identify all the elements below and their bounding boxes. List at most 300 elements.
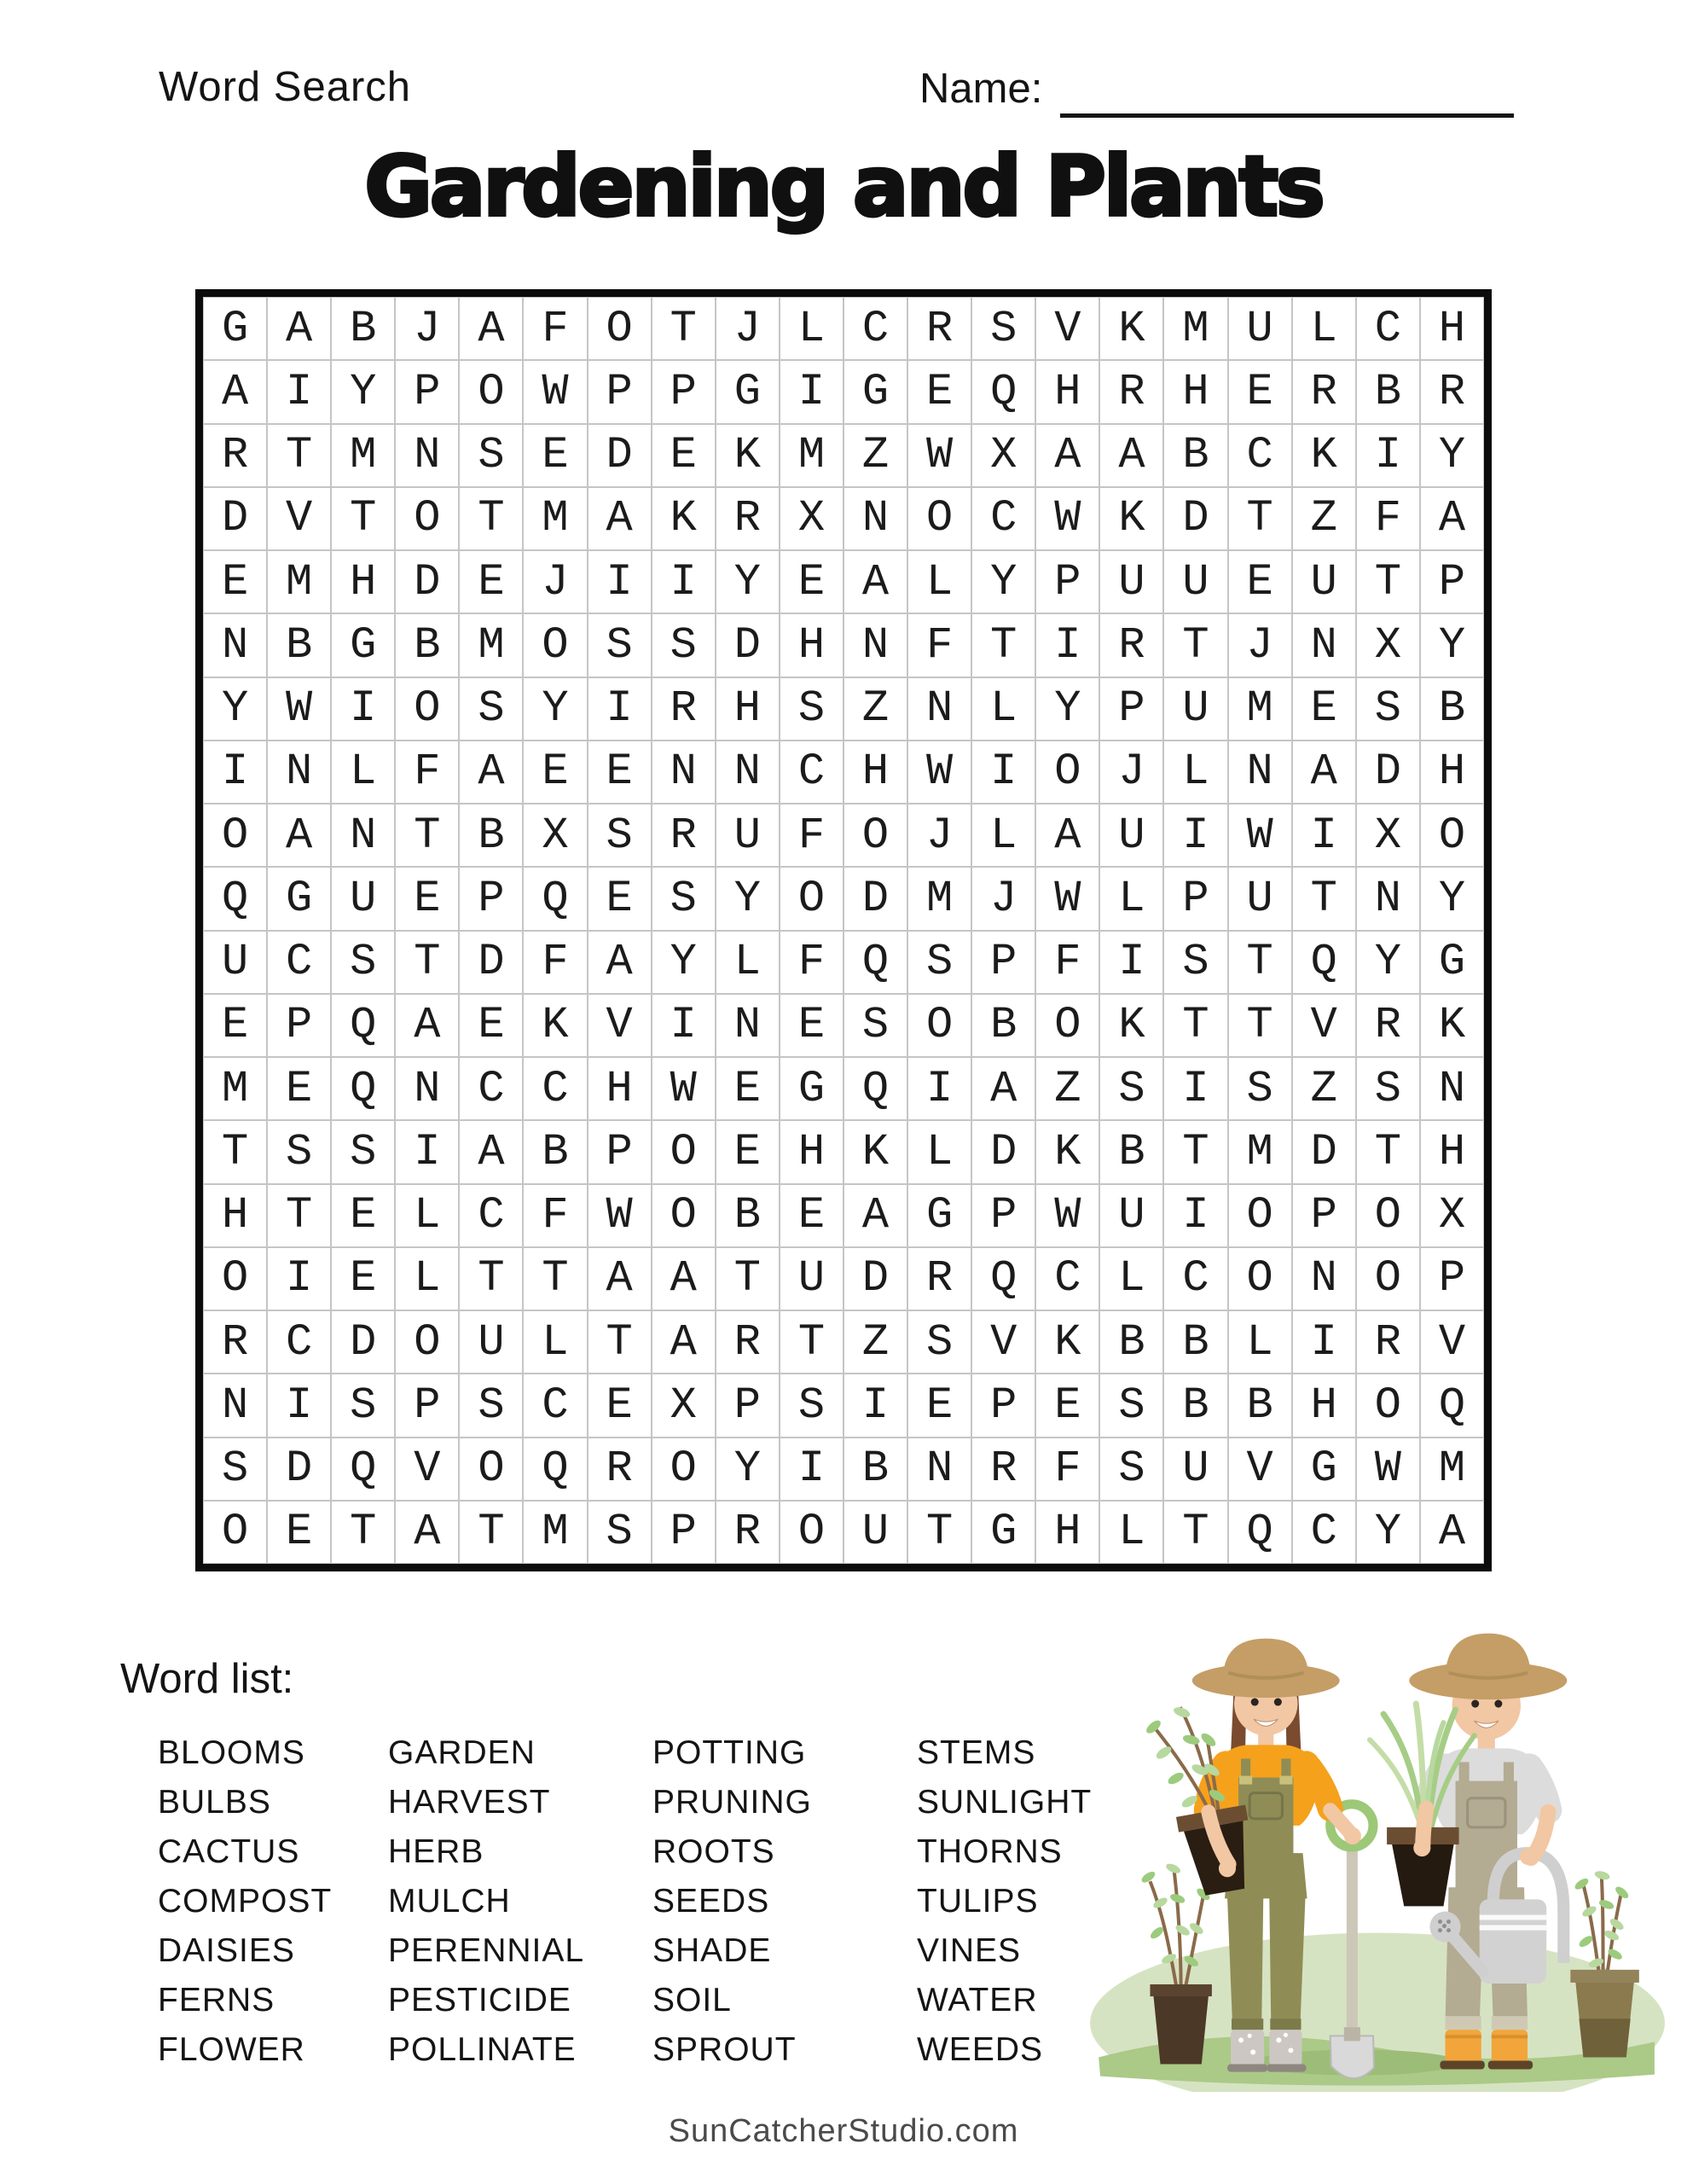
grid-cell-r15-c15: U <box>1099 1184 1163 1247</box>
grid-cell-r20-c11: U <box>844 1501 907 1564</box>
grid-cell-r3-c11: Z <box>844 424 907 487</box>
grid-cell-r1-c7: O <box>588 297 652 360</box>
grid-cell-r15-c1: H <box>203 1184 267 1247</box>
grid-cell-r10-c16: P <box>1163 867 1227 930</box>
grid-cell-r12-c16: T <box>1163 994 1227 1057</box>
grid-cell-r4-c16: D <box>1163 487 1227 550</box>
word-list-item: PRUNING <box>652 1784 812 1821</box>
grid-cell-r19-c12: N <box>907 1438 971 1501</box>
grid-cell-r3-c14: A <box>1035 424 1099 487</box>
grid-cell-r17-c9: R <box>716 1310 780 1374</box>
grid-cell-r16-c10: U <box>780 1247 844 1310</box>
grid-cell-r9-c17: W <box>1228 804 1292 867</box>
grid-cell-r13-c2: E <box>267 1057 331 1120</box>
grid-cell-r3-c16: B <box>1163 424 1227 487</box>
name-line <box>1060 113 1514 118</box>
grid-cell-r9-c11: O <box>844 804 907 867</box>
grid-cell-r11-c11: Q <box>844 931 907 994</box>
grid-cell-r18-c4: P <box>395 1374 459 1437</box>
grid-cell-r20-c1: O <box>203 1501 267 1564</box>
grid-cell-r10-c4: E <box>395 867 459 930</box>
grid-cell-r16-c3: E <box>331 1247 395 1310</box>
grid-cell-r14-c8: O <box>652 1120 716 1183</box>
grid-cell-r20-c12: T <box>907 1501 971 1564</box>
grid-cell-r7-c3: I <box>331 677 395 741</box>
grid-cell-r3-c18: K <box>1292 424 1356 487</box>
grid-cell-r3-c5: S <box>459 424 523 487</box>
grid-cell-r11-c20: G <box>1420 931 1484 994</box>
grid-cell-r12-c18: V <box>1292 994 1356 1057</box>
grid-cell-r14-c7: P <box>588 1120 652 1183</box>
grid-cell-r16-c20: P <box>1420 1247 1484 1310</box>
grid-cell-r4-c4: O <box>395 487 459 550</box>
word-list-item: BULBS <box>158 1784 271 1821</box>
word-list-item: PERENNIAL <box>388 1932 585 1969</box>
grid-cell-r15-c12: G <box>907 1184 971 1247</box>
grid-cell-r7-c17: M <box>1228 677 1292 741</box>
grid-cell-r18-c9: P <box>716 1374 780 1437</box>
grid-cell-r18-c20: Q <box>1420 1374 1484 1437</box>
grid-cell-r2-c1: A <box>203 360 267 423</box>
grid-cell-r1-c13: S <box>971 297 1035 360</box>
grid-cell-r10-c6: Q <box>523 867 587 930</box>
grid-cell-r15-c11: A <box>844 1184 907 1247</box>
grid-cell-r5-c1: E <box>203 550 267 613</box>
grid-cell-r12-c9: N <box>716 994 780 1057</box>
grid-cell-r13-c5: C <box>459 1057 523 1120</box>
grid-cell-r15-c19: O <box>1356 1184 1420 1247</box>
word-list-item: DAISIES <box>158 1932 295 1969</box>
word-list-item: COMPOST <box>158 1883 333 1920</box>
grid-cell-r10-c14: W <box>1035 867 1099 930</box>
grid-cell-r11-c1: U <box>203 931 267 994</box>
grid-cell-r6-c14: I <box>1035 613 1099 677</box>
grid-cell-r19-c18: G <box>1292 1438 1356 1501</box>
grid-cell-r18-c8: X <box>652 1374 716 1437</box>
grid-cell-r2-c4: P <box>395 360 459 423</box>
grid-cell-r7-c2: W <box>267 677 331 741</box>
grid-cell-r18-c16: B <box>1163 1374 1227 1437</box>
grid-cell-r12-c1: E <box>203 994 267 1057</box>
grid-cell-r17-c16: B <box>1163 1310 1227 1374</box>
grid-cell-r9-c6: X <box>523 804 587 867</box>
word-list-item: CACTUS <box>158 1833 300 1870</box>
word-list-item: FERNS <box>158 1982 275 2018</box>
grid-cell-r2-c16: H <box>1163 360 1227 423</box>
grid-cell-r7-c13: L <box>971 677 1035 741</box>
grid-cell-r14-c3: S <box>331 1120 395 1183</box>
grid-cell-r6-c7: S <box>588 613 652 677</box>
grid-cell-r14-c17: M <box>1228 1120 1292 1183</box>
grid-cell-r15-c10: E <box>780 1184 844 1247</box>
grid-cell-r16-c6: T <box>523 1247 587 1310</box>
grid-cell-r18-c19: O <box>1356 1374 1420 1437</box>
grid-cell-r10-c7: E <box>588 867 652 930</box>
grid-cell-r12-c10: E <box>780 994 844 1057</box>
word-list-column-3 <box>652 1728 812 2075</box>
grid-cell-r9-c15: U <box>1099 804 1163 867</box>
grid-cell-r5-c14: P <box>1035 550 1099 613</box>
grid-cell-r4-c17: T <box>1228 487 1292 550</box>
grid-cell-r10-c2: G <box>267 867 331 930</box>
grid-cell-r8-c18: A <box>1292 741 1356 804</box>
grid-cell-r14-c14: K <box>1035 1120 1099 1183</box>
grid-cell-r4-c10: X <box>780 487 844 550</box>
grid-cell-r6-c3: G <box>331 613 395 677</box>
grid-cell-r12-c7: V <box>588 994 652 1057</box>
grid-cell-r7-c16: U <box>1163 677 1227 741</box>
grid-cell-r5-c5: E <box>459 550 523 613</box>
grid-cell-r3-c4: N <box>395 424 459 487</box>
grid-cell-r2-c18: R <box>1292 360 1356 423</box>
grid-cell-r17-c18: I <box>1292 1310 1356 1374</box>
grid-cell-r1-c8: T <box>652 297 716 360</box>
grid-cell-r18-c13: P <box>971 1374 1035 1437</box>
grid-cell-r10-c13: J <box>971 867 1035 930</box>
grid-cell-r5-c6: J <box>523 550 587 613</box>
grid-cell-r11-c10: F <box>780 931 844 994</box>
grid-cell-r9-c14: A <box>1035 804 1099 867</box>
grid-cell-r18-c6: C <box>523 1374 587 1437</box>
grid-cell-r13-c12: I <box>907 1057 971 1120</box>
grid-cell-r9-c18: I <box>1292 804 1356 867</box>
grid-cell-r15-c7: W <box>588 1184 652 1247</box>
grid-cell-r3-c3: M <box>331 424 395 487</box>
grid-cell-r13-c11: Q <box>844 1057 907 1120</box>
grid-cell-r5-c12: L <box>907 550 971 613</box>
grid-cell-r20-c19: Y <box>1356 1501 1420 1564</box>
grid-cell-r3-c9: K <box>716 424 780 487</box>
grid-cell-r2-c17: E <box>1228 360 1292 423</box>
grid-cell-r10-c8: S <box>652 867 716 930</box>
word-list-item: TULIPS <box>917 1883 1039 1920</box>
grid-cell-r6-c1: N <box>203 613 267 677</box>
word-list-item: SUNLIGHT <box>917 1784 1093 1821</box>
grid-cell-r3-c13: X <box>971 424 1035 487</box>
grid-cell-r9-c7: S <box>588 804 652 867</box>
grid-cell-r14-c18: D <box>1292 1120 1356 1183</box>
grid-cell-r7-c4: O <box>395 677 459 741</box>
grid-cell-r4-c13: C <box>971 487 1035 550</box>
grid-cell-r8-c9: N <box>716 741 780 804</box>
grid-cell-r2-c13: Q <box>971 360 1035 423</box>
grid-cell-r4-c6: M <box>523 487 587 550</box>
grid-cell-r1-c19: C <box>1356 297 1420 360</box>
grid-cell-r15-c17: O <box>1228 1184 1292 1247</box>
grid-cell-r19-c14: F <box>1035 1438 1099 1501</box>
grid-cell-r8-c17: N <box>1228 741 1292 804</box>
word-list-item: THORNS <box>917 1833 1063 1870</box>
grid-cell-r4-c8: K <box>652 487 716 550</box>
grid-cell-r9-c5: B <box>459 804 523 867</box>
grid-cell-r16-c14: C <box>1035 1247 1099 1310</box>
grid-cell-r11-c7: A <box>588 931 652 994</box>
grid-cell-r12-c11: S <box>844 994 907 1057</box>
word-list-item: WATER <box>917 1982 1038 2018</box>
grid-cell-r3-c2: T <box>267 424 331 487</box>
grid-cell-r18-c3: S <box>331 1374 395 1437</box>
grid-cell-r12-c12: O <box>907 994 971 1057</box>
grid-cell-r8-c2: N <box>267 741 331 804</box>
grid-cell-r13-c14: Z <box>1035 1057 1099 1120</box>
grid-cell-r12-c14: O <box>1035 994 1099 1057</box>
grid-cell-r20-c10: O <box>780 1501 844 1564</box>
grid-cell-r10-c19: N <box>1356 867 1420 930</box>
grid-cell-r12-c6: K <box>523 994 587 1057</box>
gardeners-illustration <box>1081 1594 1665 2092</box>
grid-cell-r17-c19: R <box>1356 1310 1420 1374</box>
grid-cell-r15-c13: P <box>971 1184 1035 1247</box>
grid-cell-r18-c1: N <box>203 1374 267 1437</box>
grid-cell-r17-c14: K <box>1035 1310 1099 1374</box>
grid-cell-r1-c14: V <box>1035 297 1099 360</box>
grid-cell-r19-c5: O <box>459 1438 523 1501</box>
grid-cell-r17-c2: C <box>267 1310 331 1374</box>
word-list-item: VINES <box>917 1932 1022 1969</box>
grid-cell-r12-c4: A <box>395 994 459 1057</box>
grid-cell-r9-c10: F <box>780 804 844 867</box>
word-list-item: SOIL <box>652 1982 732 2018</box>
grid-cell-r16-c16: C <box>1163 1247 1227 1310</box>
grid-cell-r7-c10: S <box>780 677 844 741</box>
grid-cell-r2-c8: P <box>652 360 716 423</box>
grid-cell-r19-c10: I <box>780 1438 844 1501</box>
grid-cell-r19-c16: U <box>1163 1438 1227 1501</box>
grid-cell-r19-c20: M <box>1420 1438 1484 1501</box>
grid-cell-r4-c19: F <box>1356 487 1420 550</box>
grid-cell-r1-c17: U <box>1228 297 1292 360</box>
grid-cell-r6-c4: B <box>395 613 459 677</box>
grid-cell-r20-c15: L <box>1099 1501 1163 1564</box>
grid-cell-r15-c18: P <box>1292 1184 1356 1247</box>
grid-cell-r18-c15: S <box>1099 1374 1163 1437</box>
grid-cell-r12-c13: B <box>971 994 1035 1057</box>
grid-cell-r10-c5: P <box>459 867 523 930</box>
grid-cell-r16-c12: R <box>907 1247 971 1310</box>
name-label: Name: <box>919 66 1043 112</box>
grid-cell-r19-c9: Y <box>716 1438 780 1501</box>
grid-cell-r4-c12: O <box>907 487 971 550</box>
grid-cell-r14-c10: H <box>780 1120 844 1183</box>
grid-cell-r10-c10: O <box>780 867 844 930</box>
word-list-item: SEEDS <box>652 1883 770 1920</box>
grid-cell-r4-c14: W <box>1035 487 1099 550</box>
word-list-heading: Word list: <box>120 1656 294 1702</box>
grid-cell-r13-c19: S <box>1356 1057 1420 1120</box>
word-list-column-4 <box>917 1728 1092 2075</box>
grid-cell-r14-c5: A <box>459 1120 523 1183</box>
grid-cell-r5-c16: U <box>1163 550 1227 613</box>
grid-cell-r13-c16: I <box>1163 1057 1227 1120</box>
grid-cell-r1-c15: K <box>1099 297 1163 360</box>
grid-cell-r8-c10: C <box>780 741 844 804</box>
grid-cell-r18-c12: E <box>907 1374 971 1437</box>
grid-cell-r10-c11: D <box>844 867 907 930</box>
grid-cell-r6-c19: X <box>1356 613 1420 677</box>
word-list-column-1 <box>158 1728 332 2075</box>
word-list-item: WEEDS <box>917 2031 1044 2068</box>
grid-cell-r11-c16: S <box>1163 931 1227 994</box>
grid-cell-r3-c17: C <box>1228 424 1292 487</box>
grid-cell-r2-c7: P <box>588 360 652 423</box>
grid-cell-r5-c8: I <box>652 550 716 613</box>
grid-cell-r3-c20: Y <box>1420 424 1484 487</box>
grid-cell-r5-c19: T <box>1356 550 1420 613</box>
grid-cell-r3-c12: W <box>907 424 971 487</box>
grid-cell-r20-c17: Q <box>1228 1501 1292 1564</box>
grid-cell-r16-c15: L <box>1099 1247 1163 1310</box>
grid-cell-r11-c8: Y <box>652 931 716 994</box>
grid-cell-r20-c8: P <box>652 1501 716 1564</box>
grid-cell-r2-c12: E <box>907 360 971 423</box>
grid-cell-r12-c17: T <box>1228 994 1292 1057</box>
word-list-column-2 <box>388 1728 584 2075</box>
grid-cell-r6-c20: Y <box>1420 613 1484 677</box>
grid-cell-r13-c9: E <box>716 1057 780 1120</box>
grid-cell-r19-c17: V <box>1228 1438 1292 1501</box>
grid-cell-r14-c9: E <box>716 1120 780 1183</box>
grid-cell-r2-c20: R <box>1420 360 1484 423</box>
page-label: Word Search <box>159 64 412 110</box>
grid-cell-r13-c8: W <box>652 1057 716 1120</box>
grid-cell-r1-c5: A <box>459 297 523 360</box>
grid-cell-r6-c11: N <box>844 613 907 677</box>
grid-cell-r15-c20: X <box>1420 1184 1484 1247</box>
grid-cell-r8-c14: O <box>1035 741 1099 804</box>
grid-cell-r11-c5: D <box>459 931 523 994</box>
grid-cell-r14-c11: K <box>844 1120 907 1183</box>
grid-cell-r6-c5: M <box>459 613 523 677</box>
grid-cell-r3-c10: M <box>780 424 844 487</box>
grid-cell-r6-c10: H <box>780 613 844 677</box>
grid-cell-r17-c6: L <box>523 1310 587 1374</box>
grid-cell-r8-c6: E <box>523 741 587 804</box>
grid-cell-r5-c20: P <box>1420 550 1484 613</box>
grid-cell-r20-c18: C <box>1292 1501 1356 1564</box>
grid-cell-r7-c1: Y <box>203 677 267 741</box>
grid-cell-r15-c4: L <box>395 1184 459 1247</box>
grid-cell-r11-c9: L <box>716 931 780 994</box>
grid-cell-r1-c16: M <box>1163 297 1227 360</box>
grid-cell-r6-c9: D <box>716 613 780 677</box>
grid-cell-r20-c9: R <box>716 1501 780 1564</box>
puzzle-title: Gardening and Plants <box>364 138 1323 235</box>
grid-cell-r9-c9: U <box>716 804 780 867</box>
grid-cell-r4-c11: N <box>844 487 907 550</box>
grid-cell-r15-c2: T <box>267 1184 331 1247</box>
grid-cell-r11-c14: F <box>1035 931 1099 994</box>
grid-cell-r7-c12: N <box>907 677 971 741</box>
grid-cell-r19-c6: Q <box>523 1438 587 1501</box>
grid-cell-r11-c6: F <box>523 931 587 994</box>
grid-cell-r7-c14: Y <box>1035 677 1099 741</box>
word-list-item: POTTING <box>652 1734 807 1771</box>
grid-cell-r2-c19: B <box>1356 360 1420 423</box>
grid-cell-r8-c20: H <box>1420 741 1484 804</box>
grid-cell-r11-c17: T <box>1228 931 1292 994</box>
grid-cell-r14-c2: S <box>267 1120 331 1183</box>
grid-cell-r4-c18: Z <box>1292 487 1356 550</box>
grid-cell-r7-c19: S <box>1356 677 1420 741</box>
grid-cell-r13-c20: N <box>1420 1057 1484 1120</box>
grid-cell-r4-c9: R <box>716 487 780 550</box>
grid-cell-r7-c6: Y <box>523 677 587 741</box>
grid-cell-r8-c13: I <box>971 741 1035 804</box>
grid-cell-r20-c4: A <box>395 1501 459 1564</box>
grid-cell-r8-c15: J <box>1099 741 1163 804</box>
grid-cell-r19-c4: V <box>395 1438 459 1501</box>
grid-cell-r14-c16: T <box>1163 1120 1227 1183</box>
grid-cell-r19-c8: O <box>652 1438 716 1501</box>
grid-cell-r1-c10: L <box>780 297 844 360</box>
grid-cell-r15-c3: E <box>331 1184 395 1247</box>
grid-cell-r13-c18: Z <box>1292 1057 1356 1120</box>
word-list-item: GARDEN <box>388 1734 536 1771</box>
grid-cell-r6-c2: B <box>267 613 331 677</box>
grid-cell-r11-c19: Y <box>1356 931 1420 994</box>
grid-cell-r16-c5: T <box>459 1247 523 1310</box>
grid-cell-r19-c1: S <box>203 1438 267 1501</box>
grid-cell-r18-c11: I <box>844 1374 907 1437</box>
grid-cell-r17-c3: D <box>331 1310 395 1374</box>
word-list-item: SPROUT <box>652 2031 797 2068</box>
grid-cell-r15-c8: O <box>652 1184 716 1247</box>
grid-cell-r1-c9: J <box>716 297 780 360</box>
grid-cell-r13-c13: A <box>971 1057 1035 1120</box>
grid-cell-r13-c6: C <box>523 1057 587 1120</box>
grid-cell-r4-c1: D <box>203 487 267 550</box>
grid-cell-r16-c11: D <box>844 1247 907 1310</box>
grid-cell-r2-c10: I <box>780 360 844 423</box>
grid-cell-r1-c4: J <box>395 297 459 360</box>
grid-cell-r17-c13: V <box>971 1310 1035 1374</box>
grid-cell-r12-c15: K <box>1099 994 1163 1057</box>
grid-cell-r16-c4: L <box>395 1247 459 1310</box>
grid-cell-r17-c1: R <box>203 1310 267 1374</box>
grid-cell-r17-c12: S <box>907 1310 971 1374</box>
grid-cell-r10-c3: U <box>331 867 395 930</box>
grid-cell-r5-c10: E <box>780 550 844 613</box>
grid-cell-r4-c15: K <box>1099 487 1163 550</box>
grid-cell-r13-c1: M <box>203 1057 267 1120</box>
grid-cell-r17-c17: L <box>1228 1310 1292 1374</box>
grid-cell-r18-c18: H <box>1292 1374 1356 1437</box>
grid-cell-r16-c1: O <box>203 1247 267 1310</box>
grid-cell-r15-c16: I <box>1163 1184 1227 1247</box>
grid-cell-r8-c11: H <box>844 741 907 804</box>
grid-cell-r17-c20: V <box>1420 1310 1484 1374</box>
grid-cell-r8-c5: A <box>459 741 523 804</box>
grid-cell-r15-c5: C <box>459 1184 523 1247</box>
grid-cell-r10-c9: Y <box>716 867 780 930</box>
grid-cell-r13-c4: N <box>395 1057 459 1120</box>
grid-cell-r11-c13: P <box>971 931 1035 994</box>
grid-cell-r5-c13: Y <box>971 550 1035 613</box>
grid-cell-r9-c19: X <box>1356 804 1420 867</box>
grid-cell-r3-c8: E <box>652 424 716 487</box>
grid-cell-r16-c13: Q <box>971 1247 1035 1310</box>
grid-cell-r10-c15: L <box>1099 867 1163 930</box>
grid-cell-r12-c19: R <box>1356 994 1420 1057</box>
grid-cell-r3-c15: A <box>1099 424 1163 487</box>
grid-cell-r5-c7: I <box>588 550 652 613</box>
word-list-item: ROOTS <box>652 1833 775 1870</box>
grid-cell-r2-c14: H <box>1035 360 1099 423</box>
grid-cell-r7-c11: Z <box>844 677 907 741</box>
grid-cell-r3-c7: D <box>588 424 652 487</box>
grid-cell-r17-c7: T <box>588 1310 652 1374</box>
grid-cell-r9-c12: J <box>907 804 971 867</box>
